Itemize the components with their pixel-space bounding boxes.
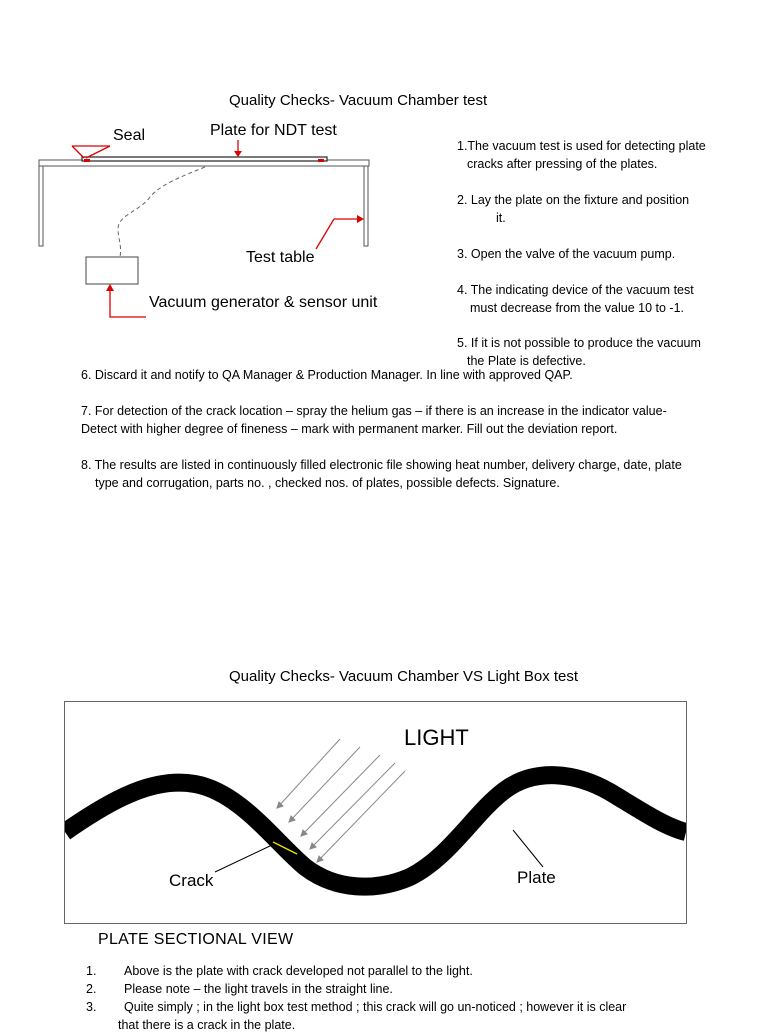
list-text-1: Above is the plate with crack developed not parallel to the light. xyxy=(124,964,473,978)
step-4-line2: must decrease from the value 10 to -1. xyxy=(470,301,684,315)
slide2-title: Quality Checks- Vacuum Chamber VS Light Box test xyxy=(229,668,579,685)
light-rays xyxy=(277,739,405,862)
list-text-3b: that there is a crack in the plate. xyxy=(118,1018,296,1032)
step-5 xyxy=(457,334,701,370)
plate-label-fig: Plate xyxy=(517,868,556,887)
list-item-3-continued xyxy=(118,1016,295,1034)
step-3 xyxy=(457,245,675,263)
step-6 xyxy=(81,366,751,384)
step-8 xyxy=(81,456,761,492)
vacuum-generator-box xyxy=(86,257,138,284)
test-table-label: Test table xyxy=(246,249,315,266)
list-item-1 xyxy=(86,962,473,980)
vacuum-unit-label: Vacuum generator & sensor unit xyxy=(149,294,378,311)
plate-section-svg xyxy=(65,702,686,923)
step-7 xyxy=(81,402,761,438)
step-8-line2: type and corrugation, parts no. , checked nos. of plates, possible defects. Signature. xyxy=(95,476,560,490)
seal-right xyxy=(318,159,324,162)
slide1-title: Quality Checks- Vacuum Chamber test xyxy=(229,92,488,109)
step-3-line1: 3. Open the valve of the vacuum pump. xyxy=(457,247,676,261)
crack-label: Crack xyxy=(169,871,214,890)
step-4-line1: 4. The indicating device of the vacuum test xyxy=(457,283,694,297)
list-text-3: Quite simply ; in the light box test method ; this crack will go un-noticed ; however it is clear xyxy=(124,1000,627,1014)
step-5-line1: 5. If it is not possible to produce the vacuum xyxy=(457,336,701,350)
table-leg-left xyxy=(39,166,43,246)
step-8-line1: 8. The results are listed in continuously filled electronic file showing heat number, delivery charge, date, plate xyxy=(81,458,682,472)
list-num-1: 1. xyxy=(86,964,97,978)
vacuum-hose xyxy=(118,167,205,257)
light-box-figure xyxy=(64,701,687,924)
list-num-2: 2. xyxy=(86,982,97,996)
plate-label: Plate for NDT test xyxy=(210,122,337,139)
step-7-line2: Detect with higher degree of fineness – mark with permanent marker. Fill out the deviation report. xyxy=(81,422,618,436)
plate-sectional-caption: PLATE SECTIONAL VIEW xyxy=(98,931,294,948)
list-item-2 xyxy=(86,980,393,998)
step-1-line2: cracks after pressing of the plates. xyxy=(467,157,658,171)
step-2 xyxy=(457,191,689,227)
list-item-3 xyxy=(86,998,626,1016)
step-2-line2: it. xyxy=(496,211,506,225)
table-leg-right xyxy=(364,166,368,246)
step-7-line1: 7. For detection of the crack location – spray the helium gas – if there is an increase in the indicator value- xyxy=(81,404,667,418)
step-4 xyxy=(457,281,694,317)
seal-left xyxy=(84,159,90,162)
list-num-3: 3. xyxy=(86,1000,97,1014)
list-text-2: Please note – the light travels in the straight line. xyxy=(124,982,393,996)
light-label: LIGHT xyxy=(404,725,469,750)
plate-wave xyxy=(65,775,686,886)
ndt-plate xyxy=(82,157,327,161)
seal-label: Seal xyxy=(113,127,146,144)
step-1-line1: 1.The vacuum test is used for detecting plate xyxy=(457,139,706,153)
step-5-line2: the Plate is defective. xyxy=(467,354,586,368)
step-1 xyxy=(457,137,706,173)
step-6-line1: 6. Discard it and notify to QA Manager & Production Manager. In line with approved QAP. xyxy=(81,368,573,382)
step-2-line1: 2. Lay the plate on the fixture and position xyxy=(457,193,690,207)
